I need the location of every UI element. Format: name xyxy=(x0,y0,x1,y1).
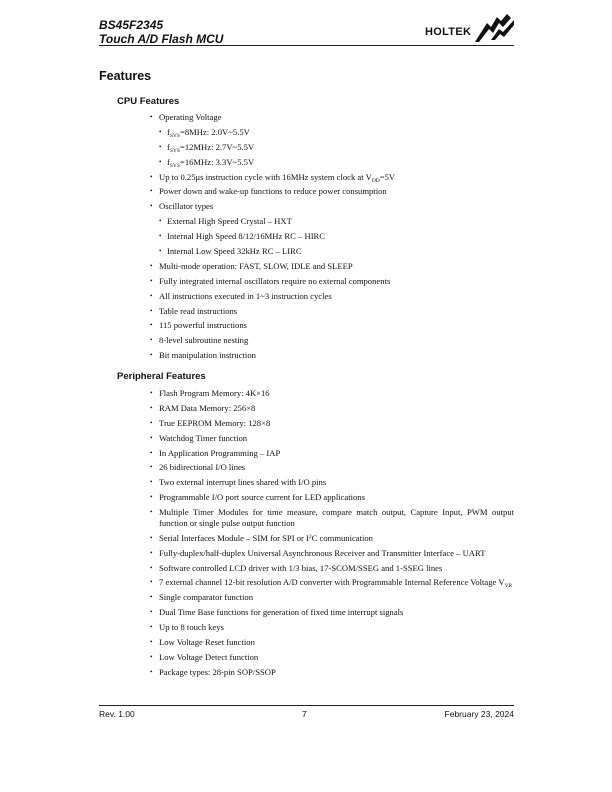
logo-mark-icon xyxy=(421,13,515,43)
list-item: • Serial Interfaces Module – SIM for SPI or $I^2C$ communication xyxy=(150,533,514,544)
list-item: • Fully-duplex/half-duplex Universal Asynchronous Receiver and Transmitter Interface – UART xyxy=(150,548,514,559)
list-item: • Dual Time Base functions for generation of fixed time interrupt signals xyxy=(150,607,514,618)
footer-rule xyxy=(99,705,514,706)
list-item: • Programmable I/O port source current for LED applications xyxy=(150,492,514,503)
list-item: • Power down and wake-up functions to reduce power consumption xyxy=(150,186,514,197)
list-item: • Oscillator types xyxy=(150,201,514,212)
document-subtitle: Touch A/D Flash MCU xyxy=(99,32,224,46)
list-item: • 26 bidirectional I/O lines xyxy=(150,462,514,473)
list-item: • 8-level subroutine nesting xyxy=(150,335,514,346)
holtek-logo xyxy=(421,13,515,43)
list-item: • $f_{SYS}=8MHz$: 2.0V~5.5V xyxy=(150,127,514,138)
list-item: • Single comparator function xyxy=(150,592,514,603)
list-item: • Flash Program Memory: 4K×16 xyxy=(150,388,514,399)
list-item: • External High Speed Crystal – HXT xyxy=(150,216,514,227)
list-item: • Up to 8 touch keys xyxy=(150,622,514,633)
list-item: • Two external interrupt lines shared with I/O pins xyxy=(150,477,514,488)
list-item: • 7 external channel 12-bit resolution A/D converter with Programmable Internal Reference Voltage $V_{VR}$ xyxy=(150,577,514,588)
cpu-features-list xyxy=(150,112,514,361)
list-item: • Fully integrated internal oscillators require no external components xyxy=(150,276,514,287)
list-item: • All instructions executed in 1~3 instruction cycles xyxy=(150,291,514,302)
cpu-features-heading: CPU Features xyxy=(117,96,180,107)
list-item: • Low Voltage Reset function xyxy=(150,637,514,648)
list-item: • Software controlled LCD driver with 1/3 bias, 17-SCOM/SSEG and 1-SSEG lines xyxy=(150,563,514,574)
list-item: • Low Voltage Detect function xyxy=(150,652,514,663)
list-item: • Multiple Timer Modules for time measure, compare match output, Capture Input, PWM output function or single pulse output function xyxy=(150,507,514,529)
page-title: Features xyxy=(99,69,152,83)
list-item: • True EEPROM Memory: 128×8 xyxy=(150,418,514,429)
list-item: • Internal Low Speed 32kHz RC – LIRC xyxy=(150,246,514,257)
list-item: • Up to 0.25μs instruction cycle with 16MHz system clock at $V_{DD}=5V$ xyxy=(150,172,514,183)
logo-text: HOLTEK xyxy=(425,26,472,38)
list-item: • 115 powerful instructions xyxy=(150,320,514,331)
list-item: • In Application Programming – IAP xyxy=(150,448,514,459)
header-rule xyxy=(99,45,514,46)
list-item: • Operating Voltage xyxy=(150,112,514,123)
list-item: • $f_{SYS}=16MHz$: 3.3V~5.5V xyxy=(150,157,514,168)
footer-revision: Rev. 1.00 xyxy=(99,709,135,719)
footer-page-number: 7 xyxy=(302,709,307,719)
header-title xyxy=(99,18,223,46)
list-item: • $f_{SYS}=12MHz$: 2.7V~5.5V xyxy=(150,142,514,153)
part-number: BS45F2345 xyxy=(99,18,164,32)
list-item: • Multi-mode operation: FAST, SLOW, IDLE and SLEEP xyxy=(150,261,514,272)
peripheral-features-heading: Peripheral Features xyxy=(117,371,206,382)
list-item: • Table read instructions xyxy=(150,306,514,317)
footer-date: February 23, 2024 xyxy=(444,709,514,719)
list-item: • RAM Data Memory: 256×8 xyxy=(150,403,514,414)
list-item: • Package types: 28-pin SOP/SSOP xyxy=(150,667,514,678)
peripheral-features-list xyxy=(150,388,514,678)
list-item: • Bit manipulation instruction xyxy=(150,350,514,361)
list-item: • Watchdog Timer function xyxy=(150,433,514,444)
list-item: • Internal High Speed 8/12/16MHz RC – HIRC xyxy=(150,231,514,242)
